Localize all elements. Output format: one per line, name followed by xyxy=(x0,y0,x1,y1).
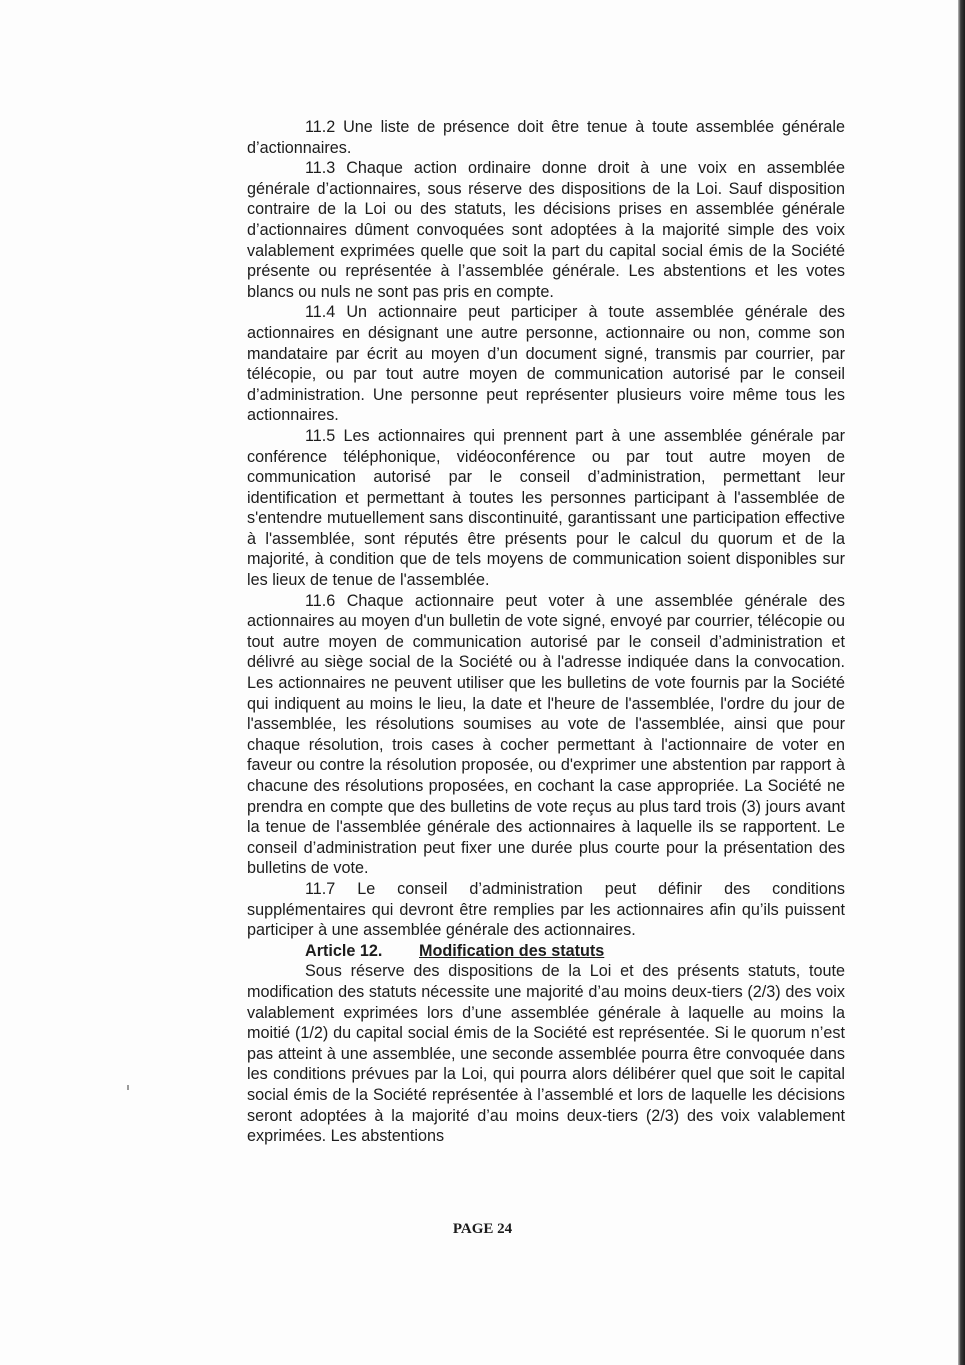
article-heading xyxy=(247,941,845,962)
paragraph-11-7: 11.7 Le conseil d’administration peut définir des conditions supplémentaires qui devront être remplies par les actionnaires afin qu’ils puissent participer à une assemblée générale des actionnaires. xyxy=(247,879,845,940)
paragraph-11-5: 11.5 Les actionnaires qui prennent part à une assemblée générale par conférence téléphonique, vidéoconférence ou par tout autre moyen de communication autorisé par le conseil d’administration, permettant leur identification et permettant à toutes les personnes participant à l'assemblée de s'entendre mutuellement sans discontinuité, garantissant une participation effective à l'assemblée, sont réputés être présents pour le calcul du quorum et de la majorité, à condition que de tels moyens de communication soient disponibles sur les lieux de tenue de l'assemblée. xyxy=(247,426,845,590)
article-title: Modification des statuts xyxy=(419,941,605,960)
paragraph-article-12: Sous réserve des dispositions de la Loi et des présents statuts, toute modification des statuts nécessite une majorité d’au moins deux-tiers (2/3) des voix valablement exprimées lors d’une assemblée générale à laquelle au moins la moitié (1/2) du capital social émis de la Société est représentée. Si le quorum n’est pas atteint à une assemblée, une seconde assemblée pourra être convoquée dans les conditions prévues par la Loi, qui pourra alors délibérer quel que soit le capital social émis de la Société représentée à l’assemblé et lors de laquelle les décisions seront adoptées à la majorité d’au moins deux-tiers (2/3) des voix valablement exprimées. Les abstentions xyxy=(247,962,845,1146)
page-number: PAGE 24 xyxy=(452,1221,513,1237)
paragraph-11-6: 11.6 Chaque actionnaire peut voter à une assemblée générale des actionnaires au moyen d'un bulletin de vote signé, envoyé par courrier, télécopie ou tout autre moyen de communication autorisé par le conseil d’administration et délivré au siège social de la Société ou à l'adresse indiquée dans la convocation. Les actionnaires ne peuvent utiliser que les bulletins de vote fournis par la Société qui indiquent au moins le lieu, la date et l'heure de l'assemblée, l'ordre du jour de l'assemblée, les résolutions soumises au vote de l'assemblée, ainsi que pour chaque résolution, trois cases à cocher permettant à l'actionnaire de voter en faveur ou contre la résolution proposée, ou d'exprimer une abstention par rapport à chacune des résolutions proposées, en cochant la case appropriée. La Société ne prendra en compte que des bulletins de vote reçus au plus tard trois (3) jours avant la tenue de l'assemblée générale des actionnaires à laquelle ils se rapportent. Le conseil d’administration peut fixer une durée plus courte pour la présentation des bulletins de vote. xyxy=(247,591,845,878)
paragraph-11-4: 11.4 Un actionnaire peut participer à toute assemblée générale des actionnaires en désignant une autre personne, actionnaire ou non, comme son mandataire par écrit au moyen d’un document signé, transmis par courrier, par télécopie, ou par tout autre moyen de communication autorisé par le conseil d’administration. Une personne peut représenter plusieurs voire même tous les actionnaires. xyxy=(247,303,845,425)
article-number: Article 12. xyxy=(305,941,383,960)
scan-speck xyxy=(127,1085,129,1090)
document-body xyxy=(247,117,845,1147)
paragraph-11-2: 11.2 Une liste de présence doit être tenue à toute assemblée générale d’actionnaires. xyxy=(247,118,845,157)
paragraph-11-3: 11.3 Chaque action ordinaire donne droit à une voix en assemblée générale d’actionnaires, sous réserve des dispositions de la Loi. Sauf disposition contraire de la Loi ou des statuts, les décisions prises en assemblée générale d’actionnaires dûment convoquées sont adoptées à la majorité simple des voix valablement exprimées quelle que soit la part du capital social émis de la Société présente ou représentée à l’assemblée générale. Les abstentions et les votes blancs ou nuls ne sont pas pris en compte. xyxy=(247,159,845,301)
scan-edge-border xyxy=(958,0,965,1365)
